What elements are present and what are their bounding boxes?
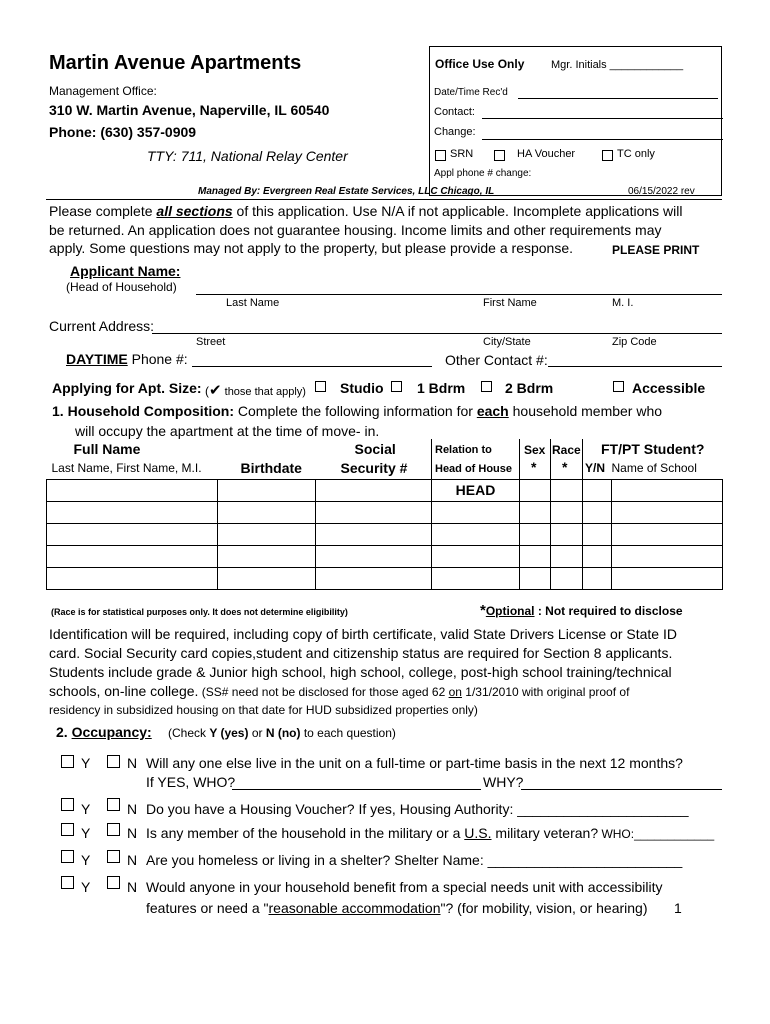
table-cell[interactable] <box>583 501 612 523</box>
table-cell[interactable] <box>583 567 612 589</box>
q2-yes-checkbox[interactable] <box>61 798 74 811</box>
table-cell[interactable] <box>47 567 218 589</box>
q2-no-label: N <box>127 801 138 817</box>
contact-field[interactable] <box>482 118 723 119</box>
table-cell[interactable] <box>218 523 316 545</box>
q4-no-checkbox[interactable] <box>107 850 120 863</box>
table-cell[interactable] <box>551 523 583 545</box>
q1-text: Will any one else live in the unit on a full-time or part-time basis in the next 12 months? <box>146 755 683 771</box>
office-use-box <box>429 46 722 196</box>
table-header-row <box>47 439 723 479</box>
table-cell[interactable] <box>316 501 432 523</box>
apt-size-note: (✔ those that apply) <box>205 382 306 399</box>
accessible-checkbox[interactable] <box>613 381 624 392</box>
table-row <box>47 523 723 545</box>
q2-no-checkbox[interactable] <box>107 798 120 811</box>
head-of-household-label: (Head of Household) <box>66 280 177 294</box>
please-print: PLEASE PRINT <box>612 243 700 257</box>
street-caption: Street <box>196 336 226 348</box>
office-phone: Phone: (630) 357-0909 <box>49 124 197 140</box>
current-address-label: Current Address: <box>49 318 155 334</box>
table-cell <box>432 479 520 501</box>
q1-no-checkbox[interactable] <box>107 755 120 768</box>
table-cell[interactable] <box>316 523 432 545</box>
intro-line-1: Please complete all sections of this application. Use N/A if not applicable. Incomplete applications will <box>49 203 683 219</box>
table-cell[interactable] <box>47 501 218 523</box>
q3-no-label: N <box>127 825 138 841</box>
table-cell[interactable] <box>218 501 316 523</box>
office-address: 310 W. Martin Avenue, Naperville, IL 60540 <box>49 102 330 118</box>
q3-yes-checkbox[interactable] <box>61 823 74 836</box>
q1-who-field[interactable] <box>232 789 481 790</box>
table-cell[interactable] <box>520 479 551 501</box>
occupancy-heading: 2. Occupancy: <box>56 724 152 740</box>
table-cell[interactable] <box>612 523 723 545</box>
table-cell[interactable] <box>432 501 520 523</box>
q4-yes-label: Y <box>81 852 91 868</box>
intro-line-2: be returned. An application does not guarantee housing. Income limits and other requirements may <box>49 222 662 238</box>
revision-date: 06/15/2022 rev <box>628 186 695 197</box>
table-cell[interactable] <box>316 479 432 501</box>
studio-label: Studio <box>340 380 384 396</box>
household-heading: 1. Household Composition: Complete the following information for each household member who <box>52 403 663 419</box>
tc-only-checkbox[interactable] <box>602 150 613 161</box>
household-table <box>46 439 723 590</box>
table-cell[interactable] <box>551 545 583 567</box>
col-school: Name of School <box>612 439 723 479</box>
q3-text: Is any member of the household in the military or a U.S. military veteran? WHO:____________ <box>146 825 715 841</box>
q5-yes-checkbox[interactable] <box>61 876 74 889</box>
q5-text-2: features or need a "reasonable accommodation"? (for mobility, vision, or hearing) <box>146 900 648 916</box>
property-title: Martin Avenue Apartments <box>49 52 302 74</box>
city-state-caption: City/State <box>483 336 531 348</box>
table-cell[interactable] <box>520 545 551 567</box>
table-cell[interactable] <box>551 479 583 501</box>
q4-no-label: N <box>127 852 138 868</box>
table-cell[interactable] <box>520 501 551 523</box>
appl-phone-change: Appl phone # change: <box>434 168 532 179</box>
ha-voucher-label: HA Voucher <box>517 148 576 160</box>
table-cell[interactable] <box>520 567 551 589</box>
occupancy-instructions: (Check Y (yes) or N (no) to each question) <box>168 726 396 740</box>
optional-note: *Optional : Not required to disclose <box>480 602 683 619</box>
table-cell[interactable] <box>47 479 218 501</box>
q1-why-label: WHY? <box>483 774 524 790</box>
change-label: Change: <box>434 126 476 138</box>
col-ssn: Social Security # <box>316 439 432 479</box>
q5-no-checkbox[interactable] <box>107 876 120 889</box>
apt-size-label: Applying for Apt. Size: <box>52 380 202 396</box>
table-cell[interactable] <box>583 523 612 545</box>
first-name-caption: First Name <box>483 297 537 309</box>
mgr-initials[interactable]: Mgr. Initials ____________ <box>551 59 684 71</box>
q1-who-label: If YES, WHO? <box>146 774 236 790</box>
table-cell[interactable] <box>551 567 583 589</box>
tty-line: TTY: 711, National Relay Center <box>147 148 348 164</box>
change-field[interactable] <box>482 139 723 140</box>
id-text-3: Students include grade & Junior high school, high school, college, post-high school training/technical <box>49 664 672 680</box>
ha-voucher-checkbox[interactable] <box>494 150 505 161</box>
table-row <box>47 567 723 589</box>
header-divider <box>46 199 722 200</box>
srn-label: SRN <box>450 148 474 160</box>
id-text-4: schools, on-line college. (SS# need not be disclosed for those aged 62 on 1/31/2010 with original proof of <box>49 683 630 699</box>
q5-yes-label: Y <box>81 879 91 895</box>
tc-only-label: TC only <box>617 148 655 160</box>
table-row <box>47 501 723 523</box>
managed-by: Managed By: Evergreen Real Estate Services, LLC Chicago, IL <box>198 186 495 197</box>
q3-no-checkbox[interactable] <box>107 823 120 836</box>
contact-label: Contact: <box>434 106 475 118</box>
col-fullname: Full Name Last Name, First Name, M.I. <box>47 439 218 479</box>
table-cell[interactable] <box>583 479 612 501</box>
q1-yes-label: Y <box>81 755 91 771</box>
1-bdrm-checkbox[interactable] <box>391 381 402 392</box>
daytime-phone-field[interactable] <box>192 366 432 367</box>
col-relation: Relation to Head of House <box>432 439 520 479</box>
race-note: (Race is for statistical purposes only. It does not determine eligibility) <box>51 607 348 617</box>
table-cell[interactable] <box>612 545 723 567</box>
other-contact-label: Other Contact #: <box>445 352 548 368</box>
q2-text: Do you have a Housing Voucher? If yes, Housing Authority: ______________________ <box>146 801 689 817</box>
id-text-1: Identification will be required, including copy of birth certificate, valid State Drivers License or State ID <box>49 626 677 642</box>
table-cell[interactable] <box>551 501 583 523</box>
table-cell[interactable] <box>612 501 723 523</box>
table-cell[interactable] <box>47 545 218 567</box>
table-cell[interactable] <box>218 479 316 501</box>
date-recd-label: Date/Time Rec'd <box>434 87 508 98</box>
table-cell[interactable] <box>432 567 520 589</box>
table-cell[interactable] <box>316 567 432 589</box>
table-cell[interactable] <box>432 545 520 567</box>
srn-checkbox[interactable] <box>435 150 446 161</box>
q4-text: Are you homeless or living in a shelter? Shelter Name: _________________________ <box>146 852 683 868</box>
col-sex: Sex * <box>520 439 551 479</box>
col-race: Race * <box>551 439 583 479</box>
accessible-label: Accessible <box>632 380 706 396</box>
1-bdrm-label: 1 Bdrm <box>417 380 466 396</box>
id-text-2: card. Social Security card copies,student and citizenship status are required for Section 8 applicants. <box>49 645 673 661</box>
intro-line-3: apply. Some questions may not apply to the property, but please provide a response. <box>49 240 574 256</box>
table-cell[interactable] <box>218 567 316 589</box>
table-cell[interactable] <box>520 523 551 545</box>
id-text-5: residency in subsidized housing on that date for HUD subsidized properties only) <box>49 703 478 717</box>
table-row <box>47 545 723 567</box>
2-bdrm-checkbox[interactable] <box>481 381 492 392</box>
other-contact-field[interactable] <box>548 366 722 367</box>
applicant-name-label: Applicant Name: <box>70 263 181 279</box>
q1-yes-checkbox[interactable] <box>61 755 74 768</box>
zip-caption: Zip Code <box>612 336 657 348</box>
studio-checkbox[interactable] <box>315 381 326 392</box>
table-cell[interactable] <box>583 545 612 567</box>
table-cell[interactable] <box>316 545 432 567</box>
q1-no-label: N <box>127 755 138 771</box>
table-cell[interactable] <box>218 545 316 567</box>
management-office-label: Management Office: <box>49 84 157 98</box>
current-address-field[interactable] <box>152 333 722 334</box>
table-cell[interactable] <box>612 567 723 589</box>
q5-text: Would anyone in your household benefit from a special needs unit with accessibility <box>146 879 663 895</box>
mi-caption: M. I. <box>612 297 634 309</box>
table-cell[interactable] <box>432 523 520 545</box>
q2-yes-label: Y <box>81 801 91 817</box>
page-number: 1 <box>674 900 682 916</box>
last-name-caption: Last Name <box>226 297 280 309</box>
applicant-name-field[interactable] <box>196 294 722 295</box>
household-heading-2: will occupy the apartment at the time of move- in. <box>75 423 380 439</box>
date-recd-field[interactable] <box>518 98 718 99</box>
q5-no-label: N <box>127 879 138 895</box>
table-cell[interactable] <box>612 479 723 501</box>
col-birthdate: Birthdate <box>218 439 316 479</box>
col-yn: FT/PT Student? Y/N <box>583 439 612 479</box>
daytime-phone-label: DAYTIME Phone #: <box>66 351 188 367</box>
head-cell-label: HEAD <box>455 482 496 498</box>
q1-why-field[interactable] <box>521 789 722 790</box>
office-use-title: Office Use Only <box>435 57 525 71</box>
checkmark-icon: ✔ <box>209 382 222 399</box>
table-row <box>47 479 723 501</box>
2-bdrm-label: 2 Bdrm <box>505 380 554 396</box>
q4-yes-checkbox[interactable] <box>61 850 74 863</box>
q3-yes-label: Y <box>81 825 91 841</box>
table-cell[interactable] <box>47 523 218 545</box>
